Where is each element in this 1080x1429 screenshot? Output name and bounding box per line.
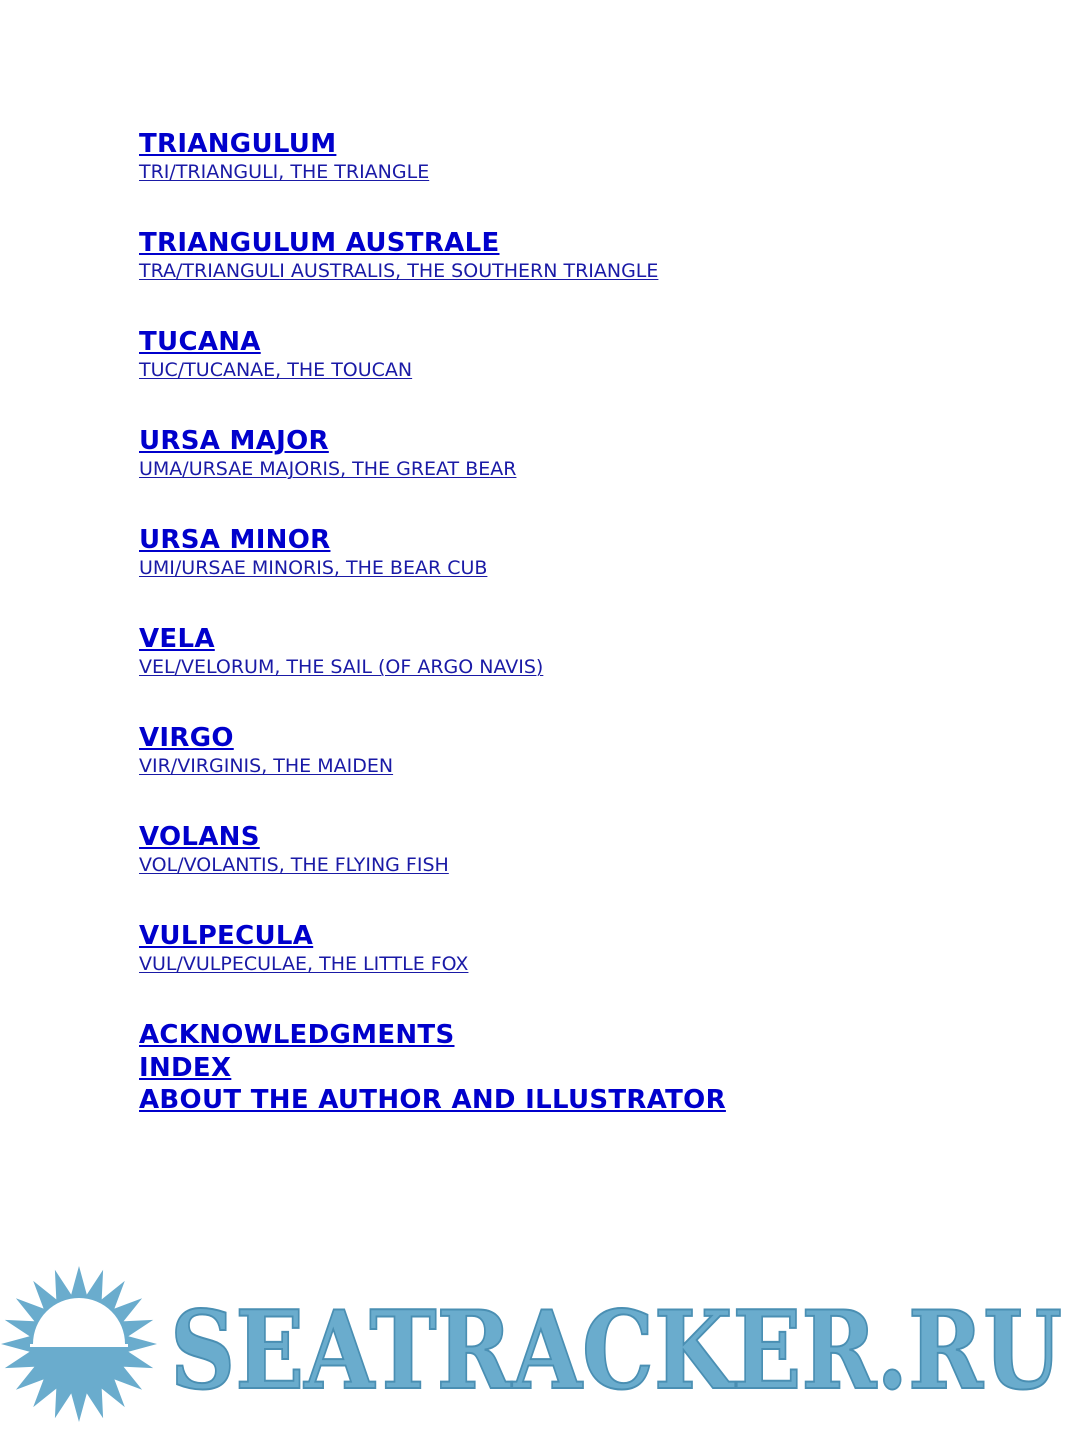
toc-subtitle-link[interactable]: VEL/VELORUM, THE SAIL (OF ARGO NAVIS) <box>139 656 544 678</box>
watermark-banner <box>0 1262 1080 1425</box>
toc-entry-ursa-major <box>139 425 1039 524</box>
toc-entry-triangulum-australe <box>139 227 1039 326</box>
watermark-text: SEATRACKER.RU <box>170 1288 1062 1414</box>
toc-subtitle-link[interactable]: UMA/URSAE MAJORIS, THE GREAT BEAR <box>139 458 517 480</box>
toc-subtitle-link[interactable]: UMI/URSAE MINORIS, THE BEAR CUB <box>139 557 488 579</box>
toc-subtitle-link[interactable]: VOL/VOLANTIS, THE FLYING FISH <box>139 854 449 876</box>
toc-title-link[interactable]: URSA MINOR <box>139 525 331 555</box>
toc-subtitle-link[interactable]: VUL/VULPECULAE, THE LITTLE FOX <box>139 953 469 975</box>
toc-subtitle-link[interactable]: TRI/TRIANGULI, THE TRIANGLE <box>139 161 430 183</box>
toc-title-link[interactable]: VELA <box>139 624 215 654</box>
toc-entry-vulpecula <box>139 920 1039 1019</box>
toc-title-link[interactable]: URSA MAJOR <box>139 426 329 456</box>
toc-index-link[interactable]: INDEX <box>139 1052 232 1083</box>
toc-title-link[interactable]: TRIANGULUM AUSTRALE <box>139 228 500 258</box>
toc-about-author-link[interactable]: ABOUT THE AUTHOR AND ILLUSTRATOR <box>139 1085 726 1115</box>
table-of-contents <box>139 128 1039 1117</box>
toc-entry-volans <box>139 821 1039 920</box>
toc-entry-triangulum <box>139 128 1039 227</box>
toc-subtitle-link[interactable]: TRA/TRIANGULI AUSTRALIS, THE SOUTHERN TRIANGLE <box>139 260 659 282</box>
toc-entry-virgo <box>139 722 1039 821</box>
toc-title-link[interactable]: TUCANA <box>139 327 261 357</box>
back-matter-links <box>139 1019 1039 1117</box>
toc-acknowledgments-link[interactable]: ACKNOWLEDGMENTS <box>139 1020 455 1050</box>
toc-entry-ursa-minor <box>139 524 1039 623</box>
sun-icon <box>1 1266 157 1422</box>
toc-title-link[interactable]: VULPECULA <box>139 921 314 951</box>
toc-title-link[interactable]: VIRGO <box>139 723 234 753</box>
toc-title-link[interactable]: TRIANGULUM <box>139 129 337 159</box>
toc-subtitle-link[interactable]: VIR/VIRGINIS, THE MAIDEN <box>139 755 394 777</box>
toc-title-link[interactable]: VOLANS <box>139 822 260 852</box>
toc-entry-vela <box>139 623 1039 722</box>
toc-subtitle-link[interactable]: TUC/TUCANAE, THE TOUCAN <box>139 359 413 381</box>
watermark-svg <box>0 1262 1080 1425</box>
toc-entry-tucana <box>139 326 1039 425</box>
